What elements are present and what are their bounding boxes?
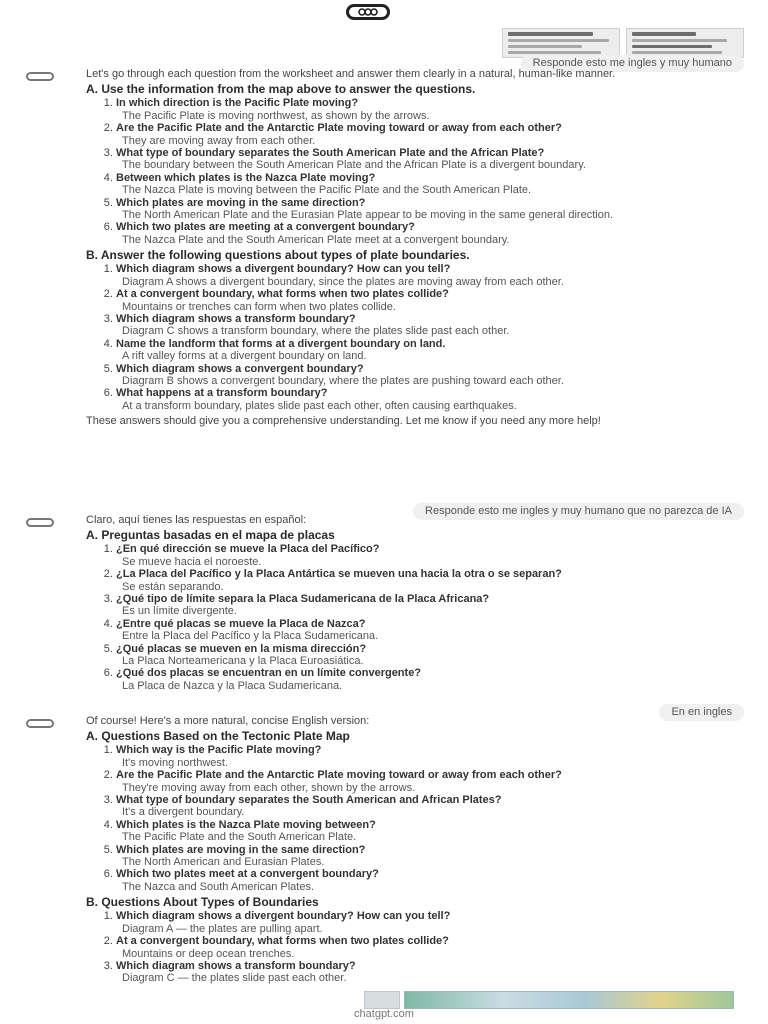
question-text: 2. ¿La Placa del Pacífico y la Placa Antártica se mueven una hacia la otra o se separan? — [116, 568, 562, 581]
assistant-message — [86, 514, 730, 694]
question-text: 2. At a convergent boundary, what forms when two plates collide? — [116, 288, 449, 301]
question-item — [116, 935, 730, 960]
question-text: 1. In which direction is the Pacific Plate moving? — [116, 97, 359, 110]
answer-text: La Placa de Nazca y la Placa Sudamericana. — [122, 679, 343, 692]
answer-text: The Nazca and South American Plates. — [122, 880, 314, 893]
question-text: 3. Which diagram shows a transform boundary? — [116, 959, 356, 972]
question-text: 4. ¿Entre qué placas se mueve la Placa de Nazca? — [116, 617, 366, 630]
answer-text: The North American Plate and the Eurasian Plate appear to be moving in the same general direction. — [122, 209, 614, 222]
question-text: 6. Which two plates are meeting at a convergent boundary? — [116, 221, 415, 234]
question-text: 6. ¿Qué dos placas se encuentran en un límite convergente? — [116, 667, 422, 680]
worksheet-image-2[interactable] — [626, 28, 744, 58]
answer-text: Diagram B shows a convergent boundary, where the plates are pushing toward each other. — [122, 374, 564, 387]
assistant-message — [86, 68, 730, 493]
message-intro: Claro, aquí tienes las respuestas en español: — [86, 514, 307, 526]
answer-text: Diagram A — the plates are pulling apart. — [122, 922, 323, 935]
question-item — [116, 819, 730, 844]
question-list — [86, 263, 730, 412]
section-heading: A. Preguntas basadas en el mapa de placas — [86, 528, 335, 543]
answer-text: Mountains or trenches can form when two plates collide. — [122, 300, 396, 313]
question-list — [86, 97, 730, 246]
section-heading: A. Use the information from the map above to answer the questions. — [86, 82, 476, 97]
question-text: 2. Are the Pacific Plate and the Antarctic Plate moving toward or away from each other? — [116, 769, 562, 782]
attached-image-map[interactable] — [404, 991, 734, 1009]
question-text: 5. Which plates are moving in the same direction? — [116, 843, 366, 856]
question-text: 1. Which diagram shows a divergent boundary? How can you tell? — [116, 910, 451, 923]
question-text: 5. Which plates are moving in the same direction? — [116, 196, 366, 209]
question-item — [116, 960, 730, 985]
question-item — [116, 568, 730, 593]
user-message: Responde esto me ingles y muy humano que no parezca de IA — [413, 503, 744, 520]
question-item — [116, 338, 730, 363]
user-message: En en ingles — [659, 704, 744, 721]
question-item — [116, 147, 730, 172]
answer-text: The Nazca Plate and the South American Plate meet at a convergent boundary. — [122, 233, 510, 246]
answer-text: It's moving northwest. — [122, 756, 229, 769]
question-text: 3. ¿Qué tipo de límite separa la Placa Sudamericana de la Placa Africana? — [116, 593, 490, 606]
message-intro: Of course! Here's a more natural, concise English version: — [86, 715, 370, 727]
attached-image-small[interactable] — [364, 991, 400, 1009]
question-text: 3. What type of boundary separates the South American and African Plates? — [116, 794, 502, 807]
message-outro: These answers should give you a comprehensive understanding. Let me know if you need any more help! — [86, 415, 601, 428]
question-text: 1. Which diagram shows a divergent boundary? How can you tell? — [116, 263, 451, 276]
question-text: 1. Which way is the Pacific Plate moving? — [116, 744, 322, 757]
chatgpt-logo-icon — [357, 8, 379, 16]
answer-text: Diagram A shows a divergent boundary, since the plates are moving away from each other. — [122, 275, 564, 288]
answer-text: At a transform boundary, plates slide past each other, often causing earthquakes. — [122, 399, 517, 412]
question-item — [116, 618, 730, 643]
assistant-message — [86, 715, 730, 985]
answer-text: Se mueve hacia el noroeste. — [122, 555, 262, 568]
question-item — [116, 543, 730, 568]
question-text: 4. Which plates is the Nazca Plate moving between? — [116, 818, 376, 831]
question-list — [86, 543, 730, 692]
question-item — [116, 97, 730, 122]
question-item — [116, 221, 730, 246]
assistant-avatar-icon — [26, 719, 54, 728]
question-item — [116, 122, 730, 147]
message-intro: Let's go through each question from the worksheet and answer them clearly in a natural, human-like manner. — [86, 68, 616, 80]
question-item — [116, 288, 730, 313]
question-item — [116, 172, 730, 197]
question-item — [116, 197, 730, 222]
question-text: 4. Name the landform that forms at a divergent boundary on land. — [116, 337, 446, 350]
answer-text: They're moving away from each other, shown by the arrows. — [122, 781, 416, 794]
question-item — [116, 593, 730, 618]
answer-text: The Pacific Plate and the South American Plate. — [122, 831, 357, 844]
answer-text: The boundary between the South American Plate and the African Plate is a divergent boundary. — [122, 159, 586, 172]
question-text: 3. Which diagram shows a transform boundary? — [116, 312, 356, 325]
uploaded-images — [502, 28, 744, 58]
question-text: 6. Which two plates meet at a convergent boundary? — [116, 868, 379, 881]
question-item — [116, 643, 730, 668]
section-heading: B. Questions About Types of Boundaries — [86, 895, 319, 910]
answer-text: Mountains or deep ocean trenches. — [122, 947, 295, 960]
worksheet-image-1[interactable] — [502, 28, 620, 58]
assistant-avatar-icon — [26, 518, 54, 527]
question-item — [116, 363, 730, 388]
user-message: Responde esto me ingles y muy humano — [521, 55, 744, 72]
question-text: 1. ¿En qué dirección se mueve la Placa del Pacífico? — [116, 543, 380, 556]
question-text: 6. What happens at a transform boundary? — [116, 387, 328, 400]
question-text: 5. Which diagram shows a convergent boundary? — [116, 362, 364, 375]
question-item — [116, 868, 730, 893]
answer-text: Entre la Placa del Pacífico y la Placa Sudamericana. — [122, 630, 379, 643]
answer-text: The North American and Eurasian Plates. — [122, 856, 325, 869]
answer-text: Diagram C — the plates slide past each other. — [122, 972, 347, 985]
answer-text: The Nazca Plate is moving between the Pacific Plate and the South American Plate. — [122, 184, 532, 197]
question-item — [116, 769, 730, 794]
answer-text: Se están separando. — [122, 580, 224, 593]
answer-text: They are moving away from each other. — [122, 134, 316, 147]
question-item — [116, 313, 730, 338]
question-text: 4. Between which plates is the Nazca Plate moving? — [116, 171, 376, 184]
answer-text: A rift valley forms at a divergent boundary on land. — [122, 350, 367, 363]
question-item — [116, 744, 730, 769]
answer-text: Diagram C shows a transform boundary, where the plates slide past each other. — [122, 325, 510, 338]
chatgpt-logo — [346, 4, 390, 20]
question-list — [86, 744, 730, 893]
answer-text: La Placa Norteamericana y la Placa Euroasiática. — [122, 655, 364, 668]
footer-url: chatgpt.com — [354, 1008, 414, 1020]
answer-text: The Pacific Plate is moving northwest, as shown by the arrows. — [122, 109, 430, 122]
question-item — [116, 667, 730, 692]
question-item — [116, 910, 730, 935]
question-item — [116, 263, 730, 288]
question-item — [116, 844, 730, 869]
question-text: 3. What type of boundary separates the South American Plate and the African Plate? — [116, 147, 545, 160]
attached-images — [364, 991, 734, 1009]
section-heading: B. Answer the following questions about types of plate boundaries. — [86, 248, 470, 263]
question-text: 2. Are the Pacific Plate and the Antarctic Plate moving toward or away from each other? — [116, 122, 562, 135]
question-item — [116, 387, 730, 412]
answer-text: Es un límite divergente. — [122, 605, 237, 618]
question-list — [86, 910, 730, 985]
answer-text: It's a divergent boundary. — [122, 806, 245, 819]
assistant-avatar-icon — [26, 72, 54, 81]
question-text: 5. ¿Qué placas se mueven en la misma dirección? — [116, 642, 367, 655]
question-item — [116, 794, 730, 819]
section-heading: A. Questions Based on the Tectonic Plate Map — [86, 729, 350, 744]
question-text: 2. At a convergent boundary, what forms when two plates collide? — [116, 935, 449, 948]
